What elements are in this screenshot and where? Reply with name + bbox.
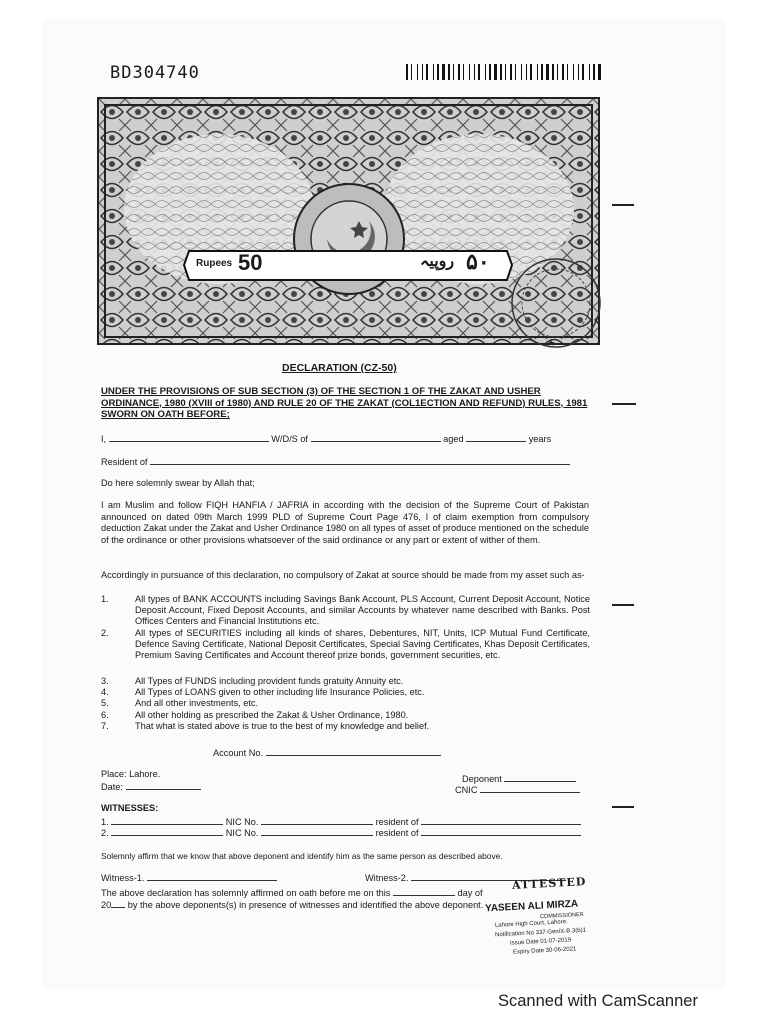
barcode-bar [552,64,554,80]
document-heading: UNDER THE PROVISIONS OF SUB SECTION (3) OF THE SECTION 1 OF THE ZAKAT AND USHER ORDINANCE, 1980 (XVIII of 1980) AND RULE 20 OF THE ZAKAT (COL1ECTION AND REFUND) RULES, 1981 SWORN ON OATH BEFORE; [101,386,588,421]
barcode-bar [593,64,595,80]
barcode-bar [589,64,590,80]
barcode-bar [474,64,475,80]
closing-day-of: day of [457,888,483,898]
barcode-bar [448,64,450,80]
barcode-bar [598,64,601,80]
identity-line [101,432,591,446]
barcode-bar [573,64,574,80]
cnic-blank [480,783,580,793]
list-item-text: All types of SECURITIES including all kinds of shares, Debentures, NIT, Units, ICP Mutual Fund Certificate, Defence Saving Certificate, National Deposit Certificates, Special Saving Certificates, Khas Deposit Certificates, Premium Saving Certificates and Account thereof prize bonds, government securities, etc. [135,628,590,661]
list-item-text: All Types of LOANS given to other including life Insurance Policies, etc. [135,687,425,697]
witness-2-nic-label: NIC No. [225,828,259,838]
barcode-bar [578,64,579,80]
barcode-bar [463,64,464,80]
attestation-expiry-date: Expiry Date 30-06-2021 [512,946,577,956]
barcode-bar [567,64,568,80]
witness-1-resident-blank [421,815,581,825]
witness-1-resident-label: resident of [375,817,419,827]
intro-years: years [528,434,552,444]
witness-2-nic-blank [261,826,373,836]
list-item-text: All other holding as prescribed the Zakat & Usher Ordinance, 1980. [135,710,409,720]
closing-year-prefix: 20 [101,900,112,910]
barcode-bar [489,64,491,80]
barcode-bar [417,64,418,80]
list-item-number: 1. [101,594,109,604]
closing-year-blank [111,898,125,908]
barcode-bar [515,64,516,80]
barcode-bar [526,64,527,80]
list-item-text: All types of BANK ACCOUNTS including Savings Bank Account, PLS Account, Current Deposit Account, Notice Deposit Account, Fixed Deposit Accounts, and similar Accounts by whatever name described with Banks. Post Offices Centers and Financial Institutions etc. [135,594,590,627]
barcode-bar [541,64,543,80]
rupees-value: 50 [238,250,263,275]
witness-1-num: 1. [101,817,109,827]
rupees-urdu-value: ۵۰ [466,249,490,274]
witness-2-name-blank [111,826,223,836]
closing-text-1: The above declaration has solemnly affirmed on oath before me on this [101,888,391,898]
witness-2-sign-label: Witness-2. [365,873,409,883]
barcode-bar [426,64,428,80]
list-item-number: 2. [101,628,109,638]
barcode-bar [505,64,506,80]
date-blank [126,780,201,790]
witness-1-nic-label: NIC No. [225,817,259,827]
deponent-label: Deponent [462,774,502,784]
barcode-bar [582,64,584,80]
barcode-bar [494,64,497,80]
paragraph-accordingly: Accordingly in pursuance of this declaration, no compulsory of Zakat at source should be made from my asset such as- [101,570,585,580]
stamp-serial-number: BD304740 [110,63,200,83]
barcode-bar [530,64,532,80]
witness-row-2 [101,826,581,840]
barcode-bar [557,64,558,80]
attestation-name: YASEEN ALI MIRZA [484,898,579,915]
resident-of-label: Resident of [101,457,148,467]
scan-mark [612,403,636,405]
witness-1-sign-blank [147,871,277,881]
list-item-text: That what is stated above is true to the best of my knowledge and belief. [135,721,430,731]
barcode-bar [458,64,460,80]
resident-line [101,455,570,469]
age-blank [466,432,526,442]
barcode-bar [411,64,412,80]
witness-2-resident-label: resident of [375,828,419,838]
resident-blank [150,455,570,465]
attestation-issue-date: Issue Date 01-07-2019 [509,937,572,947]
list-item-text: All Types of FUNDS including provident funds gratuity Annuity etc. [135,676,404,686]
barcode-bar [500,64,502,80]
cnic-label: CNIC [455,785,478,795]
barcode-bar [433,64,434,80]
intro-aged: aged [443,434,464,444]
witness-1-sign-line [101,871,277,885]
list-item-number: 3. [101,676,109,686]
list-item-number: 4. [101,687,109,697]
list-item-number: 6. [101,710,109,720]
swear-text: Do here solemnly swear by Allah that; [101,478,255,488]
rupees-label: Rupees [196,258,233,269]
scan-mark [612,204,634,206]
camscanner-watermark: Scanned with CamScanner [498,992,698,1010]
attested-stamp: ATTESTED [511,875,587,892]
date-label: Date: [101,782,123,792]
account-line [213,746,441,760]
rupees-banner [183,249,513,282]
barcode-bar [453,64,454,80]
date-line [101,780,201,794]
barcode-bar [442,64,445,80]
barcode-bar [406,64,408,80]
attestation-title: COMMISSIONER [539,911,584,921]
paragraph-exemption: I am Muslim and follow FIQH HANFIA / JAFRIA in according with the decision of the Supreme Court of Pakistan announced on dated 09th March 1999 PLD of Supreme Court Page 476, I of claim exemption from compulsory deduction Zakat under the Zakat and Usher Ordinance 1980 on all types of asset of produce mentioned on the schedule of the ordinance or other provisions whatsoever of the said ordinance or any part or extent of wither of them. [101,500,589,545]
witnesses-heading: WITNESSES: [101,803,159,813]
barcode-bar [546,64,549,80]
barcode-bar [478,64,480,80]
barcode-bar [521,64,522,80]
deponent-blank [504,772,576,782]
barcode-bar [437,64,439,80]
witness-1-nic-blank [261,815,373,825]
scan-mark [612,604,634,606]
barcode-bar [485,64,486,80]
intro-i: I, [101,434,107,444]
affirm-text: Solemnly affirm that we know that above deponent and identify him as the same person as described above. [101,851,503,861]
list-item-number: 7. [101,721,109,731]
closing-text-2: by the above deponents(s) in presence of witnesses and identified the above deponent. [127,900,484,910]
list-item-text: And all other investments, etc. [135,698,259,708]
rupees-urdu-label: روپیہ [420,253,455,270]
account-no-label: Account No. [213,748,264,758]
name-blank [109,432,269,442]
intro-wds: W/D/S of [271,434,308,444]
witness-2-resident-blank [421,826,581,836]
scan-mark [612,806,634,808]
attestation-court: Lahore High Court, Lahore. [494,919,568,929]
barcode [406,64,602,80]
account-no-blank [266,746,441,756]
father-name-blank [311,432,441,442]
barcode-bar [422,64,423,80]
barcode-bar [510,64,512,80]
witness-1-name-blank [111,815,223,825]
closing-line-2 [101,898,483,912]
list-item-number: 5. [101,698,109,708]
place-label: Place: Lahore. [101,769,161,779]
witness-1-sign-label: Witness-1. [101,873,145,883]
closing-day-blank [393,886,455,896]
witness-2-num: 2. [101,828,109,838]
vendor-seal-stamp [508,254,604,352]
document-title: DECLARATION (CZ-50) [282,362,397,374]
barcode-bar [469,64,470,80]
barcode-bar [537,64,538,80]
cnic-line [455,783,580,797]
barcode-bar [562,64,564,80]
attestation-notification: Notification No 337 Gen/X-B.3(b)1 [494,927,587,939]
